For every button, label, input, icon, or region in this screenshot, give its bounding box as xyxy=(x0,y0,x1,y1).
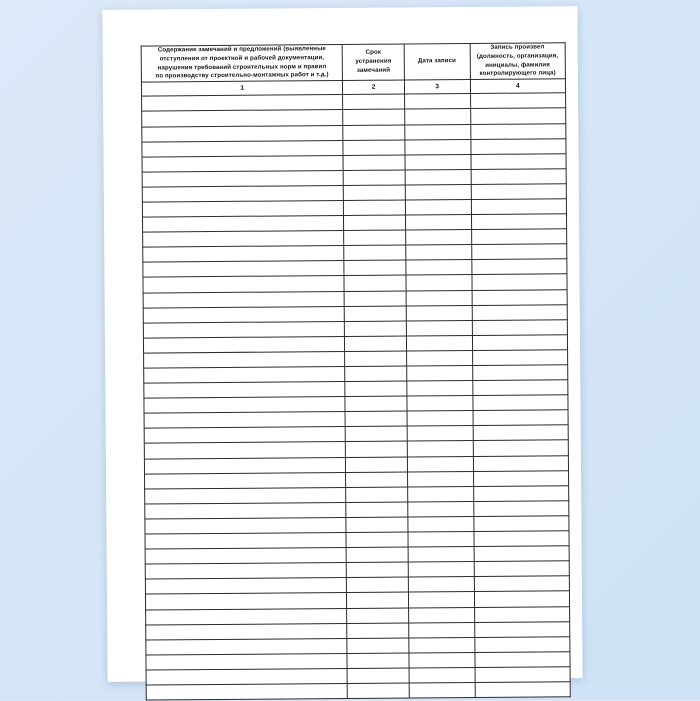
table-cell-col4[interactable] xyxy=(473,516,569,532)
table-cell-col4[interactable] xyxy=(472,274,568,290)
table-cell-col4[interactable] xyxy=(475,682,571,698)
table-cell-col2[interactable] xyxy=(345,336,407,352)
table-cell-col4[interactable] xyxy=(472,335,568,351)
table-cell-col4[interactable] xyxy=(474,636,570,652)
table-cell-col3[interactable] xyxy=(409,652,475,668)
table-cell-col1[interactable] xyxy=(145,578,347,595)
table-cell-col2[interactable] xyxy=(347,668,409,684)
table-cell-col3[interactable] xyxy=(406,260,472,276)
table-cell-col2[interactable] xyxy=(345,366,407,382)
column-number: 4 xyxy=(470,79,566,94)
table-cell-col3[interactable] xyxy=(407,396,473,412)
header-line: (должность, организация, xyxy=(476,52,559,60)
table-cell-col1[interactable] xyxy=(145,487,347,504)
table-cell-col1[interactable] xyxy=(143,231,345,248)
table-cell-col2[interactable] xyxy=(347,623,409,639)
table-cell-col3[interactable] xyxy=(409,682,475,698)
table-cell-col4[interactable] xyxy=(470,138,566,154)
table-cell-col4[interactable] xyxy=(473,455,569,471)
table-cell-col4[interactable] xyxy=(471,169,567,185)
header-line: Дата записи xyxy=(417,57,457,65)
table-cell-col2[interactable] xyxy=(345,321,407,337)
header-line: инициалы, фамилия xyxy=(485,61,550,69)
table-cell-col1[interactable] xyxy=(142,95,344,112)
table-cell-col4[interactable] xyxy=(472,289,568,305)
table-cell-col4[interactable] xyxy=(471,229,567,245)
header-line: устранения xyxy=(355,57,392,66)
column-header-recorded-by xyxy=(470,43,566,80)
table-cell-col1[interactable] xyxy=(144,412,346,429)
table-cell-col4[interactable] xyxy=(474,546,570,562)
table-cell-col1[interactable] xyxy=(142,185,344,202)
table-cell-col1[interactable] xyxy=(144,457,346,474)
table-cell-col1[interactable] xyxy=(144,351,346,368)
column-header-deadline xyxy=(343,44,405,81)
table-cell-col3[interactable] xyxy=(408,592,474,608)
table-cell-col1[interactable] xyxy=(142,155,344,172)
table-cell-col1[interactable] xyxy=(145,472,347,489)
table-cell-col3[interactable] xyxy=(407,411,473,427)
table-cell-col3[interactable] xyxy=(406,320,472,336)
table-cell-col1[interactable] xyxy=(145,548,347,565)
table-cell-col3[interactable] xyxy=(407,486,473,502)
table-cell-col1[interactable] xyxy=(143,306,345,323)
header-line: по производству строительно-монтажных работ и т.д.) xyxy=(155,71,329,80)
table-cell-col1[interactable] xyxy=(143,276,345,293)
table-cell-col2[interactable] xyxy=(344,170,406,186)
table-cell-col1[interactable] xyxy=(146,668,348,685)
document-sheet xyxy=(102,6,582,682)
table-cell-col2[interactable] xyxy=(347,562,409,578)
table-cell-col1[interactable] xyxy=(143,246,345,263)
table-cell-col1[interactable] xyxy=(142,125,344,142)
table-cell-col3[interactable] xyxy=(408,607,474,623)
header-line: Содержание замечаний и предложений (выявленные xyxy=(157,45,326,54)
column-number: 3 xyxy=(404,80,470,95)
table-cell-col4[interactable] xyxy=(470,93,566,109)
table-cell-col3[interactable] xyxy=(405,230,471,246)
table-cell-col3[interactable] xyxy=(405,124,471,140)
table-cell-col4[interactable] xyxy=(470,123,566,139)
column-header-remarks xyxy=(141,44,343,82)
table-cell-col2[interactable] xyxy=(343,109,405,125)
document-page xyxy=(102,6,582,682)
table-cell-col3[interactable] xyxy=(404,94,470,110)
table-cell-col2[interactable] xyxy=(347,638,409,654)
table-header xyxy=(141,43,565,97)
table-cell-col4[interactable] xyxy=(472,380,568,396)
table-cell-col1[interactable] xyxy=(145,593,347,610)
table-cell-col2[interactable] xyxy=(345,411,407,427)
table-cell-col4[interactable] xyxy=(473,425,569,441)
table-cell-col4[interactable] xyxy=(470,108,566,124)
table-cell-col2[interactable] xyxy=(346,472,408,488)
table-cell-col4[interactable] xyxy=(474,606,570,622)
table-cell-col3[interactable] xyxy=(405,199,471,215)
table-cell-col1[interactable] xyxy=(146,608,348,625)
header-line: контролирующего лица) xyxy=(479,69,556,78)
header-line: нарушения требований строительных норм и правил xyxy=(157,62,327,72)
table-cell-col1[interactable] xyxy=(143,291,345,308)
table-cell-col2[interactable] xyxy=(344,275,406,291)
table-cell-col4[interactable] xyxy=(471,153,567,169)
table-cell-col3[interactable] xyxy=(406,350,472,366)
table-cell-col2[interactable] xyxy=(344,185,406,201)
table-cell-col4[interactable] xyxy=(473,440,569,456)
table-cell-col1[interactable] xyxy=(143,261,345,278)
table-cell-col1[interactable] xyxy=(142,200,344,217)
table-cell-col4[interactable] xyxy=(474,561,570,577)
table-cell-col4[interactable] xyxy=(473,485,569,501)
table-header-row xyxy=(141,43,565,83)
table-cell-col3[interactable] xyxy=(409,637,475,653)
table-cell-col4[interactable] xyxy=(474,591,570,607)
table-cell-col4[interactable] xyxy=(474,621,570,637)
table-cell-col2[interactable] xyxy=(343,94,405,110)
table-cell-col4[interactable] xyxy=(471,214,567,230)
column-number: 2 xyxy=(343,80,405,94)
table-row[interactable] xyxy=(146,682,570,700)
table-cell-col2[interactable] xyxy=(346,517,408,533)
table-cell-col3[interactable] xyxy=(406,305,472,321)
table-cell-col3[interactable] xyxy=(406,275,472,291)
table-cell-col3[interactable] xyxy=(407,426,473,442)
table-cell-col2[interactable] xyxy=(344,291,406,307)
table-cell-col1[interactable] xyxy=(144,427,346,444)
table-cell-col2[interactable] xyxy=(345,306,407,322)
table-cell-col3[interactable] xyxy=(406,245,472,261)
table-cell-col2[interactable] xyxy=(345,351,407,367)
table-cell-col1[interactable] xyxy=(145,502,347,519)
table-cell-col3[interactable] xyxy=(409,667,475,683)
table-cell-col2[interactable] xyxy=(346,487,408,503)
table-cell-col3[interactable] xyxy=(405,215,471,231)
table-cell-col3[interactable] xyxy=(405,139,471,155)
table-cell-col2[interactable] xyxy=(343,155,405,171)
table-cell-col2[interactable] xyxy=(347,577,409,593)
table-cell-col1[interactable] xyxy=(142,216,344,233)
table-cell-col4[interactable] xyxy=(473,410,569,426)
table-cell-col3[interactable] xyxy=(408,577,474,593)
table-cell-col2[interactable] xyxy=(346,547,408,563)
table-cell-col4[interactable] xyxy=(472,395,568,411)
table-cell-col1[interactable] xyxy=(142,140,344,157)
table-cell-col2[interactable] xyxy=(345,381,407,397)
table-cell-col2[interactable] xyxy=(344,200,406,216)
table-cell-col4[interactable] xyxy=(475,652,571,668)
table-cell-col2[interactable] xyxy=(344,230,406,246)
table-cell-col1[interactable] xyxy=(146,638,348,655)
table-cell-col1[interactable] xyxy=(144,397,346,414)
table-cell-col3[interactable] xyxy=(406,290,472,306)
table-cell-col4[interactable] xyxy=(473,501,569,517)
table-cell-col3[interactable] xyxy=(407,365,473,381)
header-line: замечаний xyxy=(356,66,391,74)
table-cell-col1[interactable] xyxy=(145,563,347,580)
table-cell-col3[interactable] xyxy=(409,622,475,638)
table-cell-col3[interactable] xyxy=(408,501,474,517)
table-cell-col4[interactable] xyxy=(472,365,568,381)
table-cell-col2[interactable] xyxy=(344,245,406,261)
table-cell-col2[interactable] xyxy=(344,260,406,276)
header-line: Запись произвел xyxy=(490,43,545,51)
table-cell-col3[interactable] xyxy=(408,562,474,578)
header-line: Срок xyxy=(365,49,382,57)
table-cell-col4[interactable] xyxy=(473,470,569,486)
table-cell-col4[interactable] xyxy=(475,667,571,683)
table-cell-col2[interactable] xyxy=(347,592,409,608)
table-cell-col3[interactable] xyxy=(405,184,471,200)
table-cell-col3[interactable] xyxy=(407,441,473,457)
table-cell-col1[interactable] xyxy=(144,366,346,383)
table-cell-col2[interactable] xyxy=(345,396,407,412)
table-cell-col2[interactable] xyxy=(343,140,405,156)
table-cell-col4[interactable] xyxy=(474,576,570,592)
table-cell-col1[interactable] xyxy=(144,382,346,399)
table-cell-col2[interactable] xyxy=(346,502,408,518)
table-cell-col1[interactable] xyxy=(146,683,348,700)
table-cell-col2[interactable] xyxy=(346,457,408,473)
table-cell-col2[interactable] xyxy=(347,653,409,669)
table-cell-col4[interactable] xyxy=(471,259,567,275)
table-cell-col2[interactable] xyxy=(347,607,409,623)
table-cell-col4[interactable] xyxy=(471,199,567,215)
table-cell-col1[interactable] xyxy=(146,653,348,670)
column-number: 1 xyxy=(141,81,342,97)
table-cell-col3[interactable] xyxy=(405,154,471,170)
table-body xyxy=(142,93,571,700)
table-cell-col1[interactable] xyxy=(143,321,345,338)
table-cell-col1[interactable] xyxy=(142,170,344,187)
table-cell-col3[interactable] xyxy=(406,335,472,351)
table-cell-col2[interactable] xyxy=(346,426,408,442)
table-cell-col3[interactable] xyxy=(408,516,474,532)
column-header-record-date xyxy=(404,43,470,80)
table-cell-col1[interactable] xyxy=(142,110,344,127)
table-cell-col1[interactable] xyxy=(145,533,347,550)
table-cell-col2[interactable] xyxy=(346,532,408,548)
table-cell-col1[interactable] xyxy=(146,623,348,640)
table-cell-col4[interactable] xyxy=(472,319,568,335)
table-cell-col3[interactable] xyxy=(407,381,473,397)
table-cell-col3[interactable] xyxy=(405,169,471,185)
table-cell-col1[interactable] xyxy=(145,517,347,534)
table-cell-col4[interactable] xyxy=(471,184,567,200)
table-cell-col2[interactable] xyxy=(346,441,408,457)
inspection-log-table xyxy=(141,42,571,700)
table-cell-col3[interactable] xyxy=(407,471,473,487)
header-line: отступления от проектной и рабочей документации, xyxy=(159,53,325,63)
table-cell-col1[interactable] xyxy=(144,442,346,459)
table-cell-col2[interactable] xyxy=(344,215,406,231)
table-cell-col3[interactable] xyxy=(408,532,474,548)
table-cell-col2[interactable] xyxy=(343,125,405,141)
table-cell-col3[interactable] xyxy=(407,456,473,472)
table-cell-col4[interactable] xyxy=(471,244,567,260)
table-cell-col4[interactable] xyxy=(472,304,568,320)
table-cell-col4[interactable] xyxy=(472,350,568,366)
table-cell-col4[interactable] xyxy=(474,531,570,547)
table-cell-col2[interactable] xyxy=(348,683,410,699)
table-cell-col3[interactable] xyxy=(405,109,471,125)
table-cell-col3[interactable] xyxy=(408,547,474,563)
table-cell-col1[interactable] xyxy=(143,336,345,353)
